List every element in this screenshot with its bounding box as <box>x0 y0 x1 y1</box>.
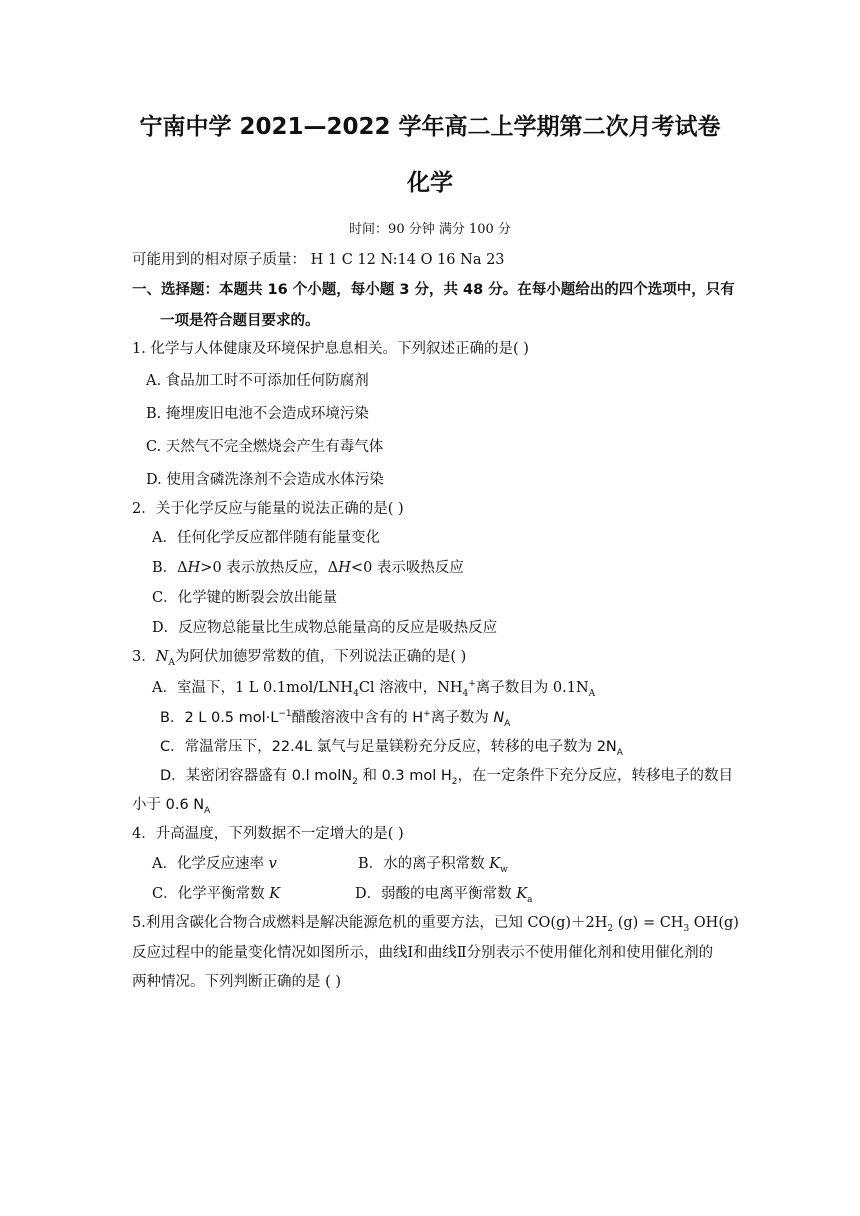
exam-title: 宁南中学 2021—2022 学年高二上学期第二次月考试卷 <box>139 114 721 140</box>
exam-info: 时间：90 分钟 满分 100 分 <box>349 222 511 237</box>
q2-stem: 2．关于化学反应与能量的说法正确的是( ) <box>132 501 404 517</box>
q1-option-b: B. 掩埋废旧电池不会造成环境污染 <box>146 406 369 422</box>
subject-title: 化学 <box>407 170 453 196</box>
section-heading-line1: 一、选择题：本题共 16 个小题，每小题 3 分，共 48 分。在每小题给出的四个选项中，只有 <box>132 282 735 298</box>
q2-option-a: A．任何化学反应都伴随有能量变化 <box>152 530 380 546</box>
q3-option-b: B．2 L 0.5 $mol\cdot L^{-1}$醋酸溶液中含有的 H+离子数为 $N_A$ <box>160 709 511 729</box>
q3-option-d-continued: 小于 0.6 $N_A$ <box>132 797 211 816</box>
q4-option-d: D．弱酸的电离平衡常数 $K_a$ <box>355 886 533 905</box>
q1-option-c: C. 天然气不完全燃烧会产生有毒气体 <box>146 439 384 455</box>
q4-option-b: B．水的离子积常数 $K_w$ <box>358 856 508 875</box>
q4-option-c: C．化学平衡常数 K <box>152 886 281 902</box>
q5-line3: 两种情况。下列判断正确的是 ( ) <box>132 974 342 990</box>
q5-line2: 反应过程中的能量变化情况如图所示，曲线Ⅰ和曲线Ⅱ分别表示不使用催化剂和使用催化剂的 <box>132 945 714 961</box>
q4-option-a: A．化学反应速率 v <box>152 856 277 872</box>
q3-option-d: D．某密闭容器盛有 0.l molN$_2$ 和 0.3 mol $H_2$，在一定条件下充分反应，转移电子的数目 <box>160 768 734 787</box>
q1-option-a: A. 食品加工时不可添加任何防腐剂 <box>146 373 369 389</box>
q5-line1: 5.利用含碳化合物合成燃料是解决能源危机的重要方法，已知 $CO(g)+2H_2$ $(g) = CH_3$ OH(g) <box>132 915 739 934</box>
q3-option-a: A．室温下，1 L $0.1mol/LNH_4Cl$ 溶液中，$NH_4^+$离子数目为 $0.1N_A$ <box>152 679 596 699</box>
q2-option-b: B．ΔH>0 表示放热反应，ΔH<0 表示吸热反应 <box>152 560 464 576</box>
q2-option-d: D．反应物总能量比生成物总能量高的反应是吸热反应 <box>152 620 498 636</box>
q4-stem: 4．升高温度，下列数据不一定增大的是( ) <box>132 826 404 842</box>
q1-stem: 1. 化学与人体健康及环境保护息息相关。下列叙述正确的是( ) <box>132 341 529 357</box>
q3-stem: 3．$N_A$为阿伏加德罗常数的值，下列说法正确的是( ) <box>132 649 467 668</box>
section-heading-line2: 一项是符合题目要求的。 <box>160 313 320 329</box>
q2-option-c: C．化学键的断裂会放出能量 <box>152 590 338 606</box>
q1-option-d: D. 使用含磷洗涤剂不会造成水体污染 <box>146 472 384 488</box>
atomic-masses: 可能用到的相对原子质量： H 1 C 12 N:14 O 16 Na 23 <box>132 252 505 268</box>
q3-option-c: C．常温常压下，22.4L 氯气与足量镁粉充分反应，转移的电子数为 $2N_A$ <box>160 739 623 758</box>
